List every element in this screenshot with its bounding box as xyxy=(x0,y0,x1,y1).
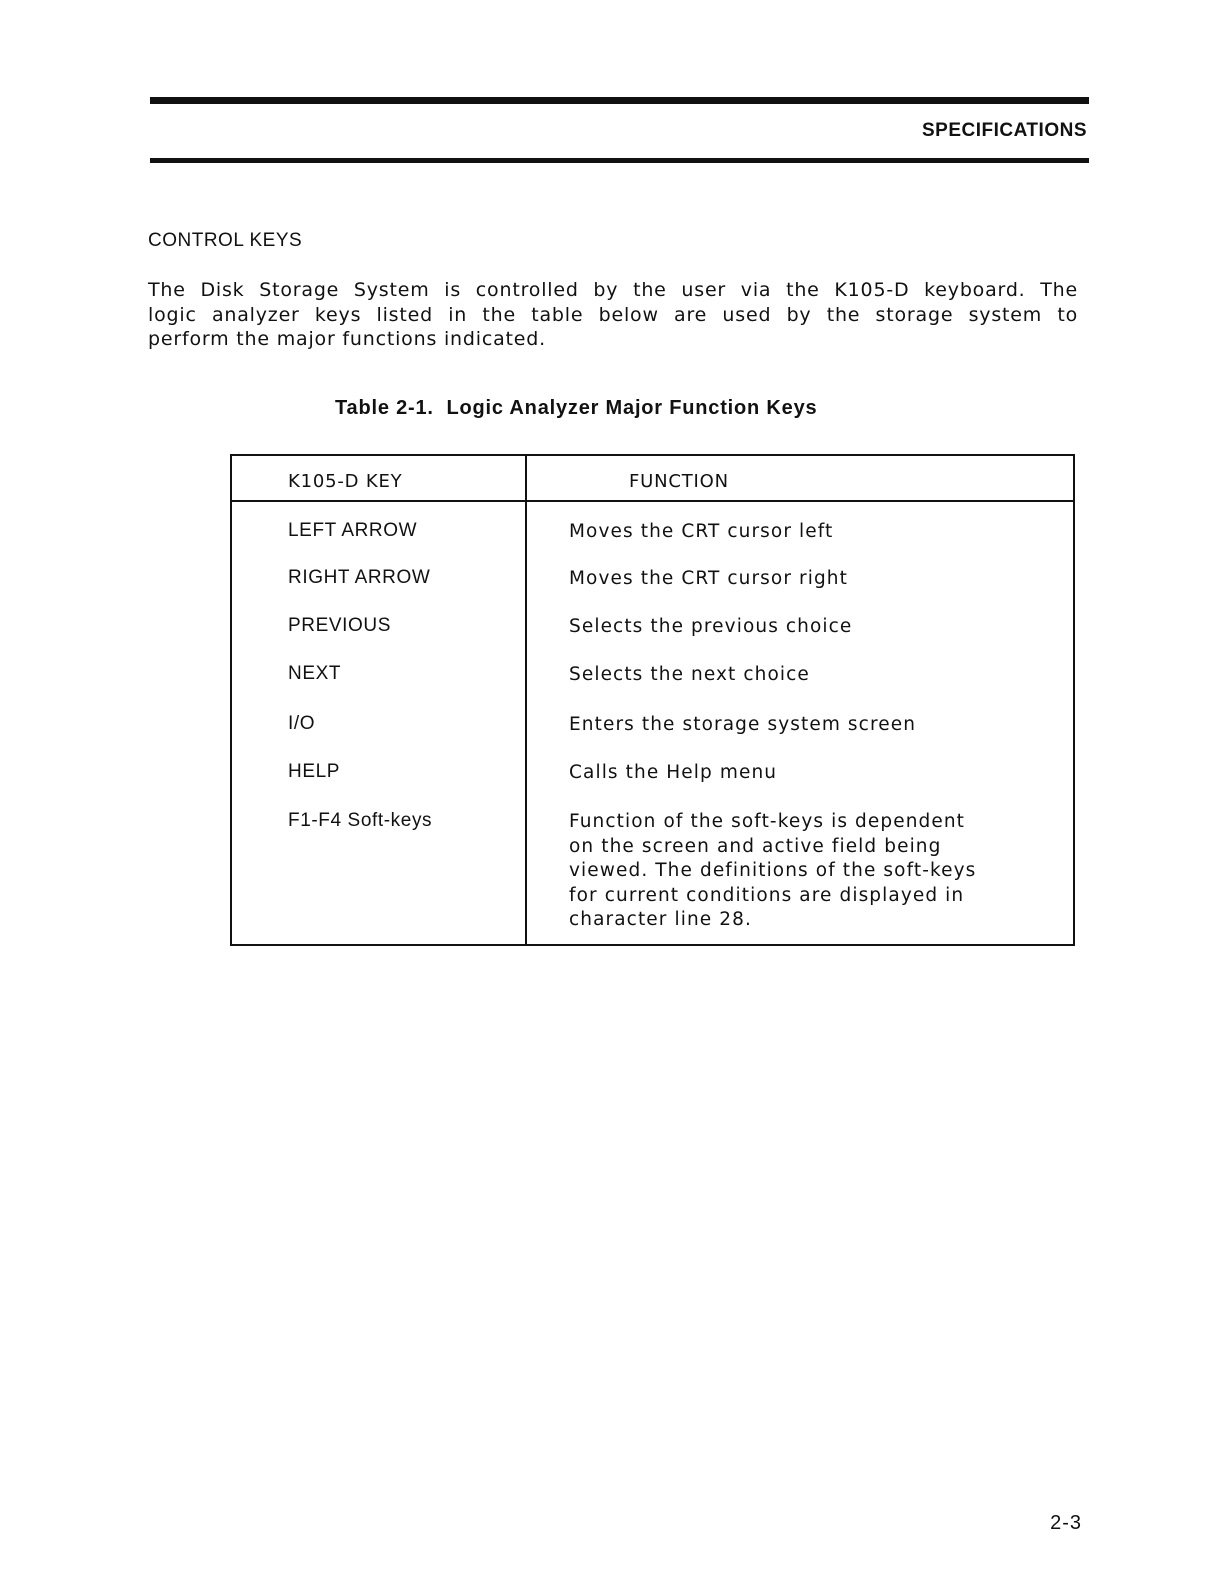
intro-line-1: The Disk Storage System is controlled by the user via the K105-D keyboard. The xyxy=(148,279,1078,301)
section-heading: CONTROL KEYS xyxy=(148,230,303,251)
function-soft-keys-line-4: for current conditions are displayed in xyxy=(569,884,965,906)
header-rule-top xyxy=(150,97,1089,104)
function-soft-keys-line-1: Function of the soft-keys is dependent xyxy=(569,811,966,832)
function-left-arrow: Moves the CRT cursor left xyxy=(569,521,834,542)
column-divider xyxy=(525,456,527,944)
function-help: Calls the Help menu xyxy=(569,762,778,783)
intro-paragraph xyxy=(148,278,1078,352)
key-right-arrow: RIGHT ARROW xyxy=(288,567,431,588)
function-soft-keys-line-2: on the screen and active field being xyxy=(569,835,942,857)
key-help: HELP xyxy=(288,761,341,782)
table-caption: Table 2-1. Logic Analyzer Major Function Keys xyxy=(335,397,818,419)
key-soft-keys: F1-F4 Soft-keys xyxy=(288,810,433,831)
header-divider xyxy=(232,500,1073,502)
key-io: I/O xyxy=(288,713,316,734)
page-number: 2-3 xyxy=(1050,1512,1082,1534)
column-header-function: FUNCTION xyxy=(629,471,729,492)
key-next: NEXT xyxy=(288,663,342,684)
function-io: Enters the storage system screen xyxy=(569,714,917,735)
running-head: SPECIFICATIONS xyxy=(922,120,1087,141)
function-soft-keys xyxy=(569,810,976,933)
function-soft-keys-line-5: character line 28. xyxy=(569,909,752,930)
function-keys-table xyxy=(230,454,1075,946)
function-soft-keys-line-3: viewed. The definitions of the soft-keys xyxy=(569,860,977,881)
function-next: Selects the next choice xyxy=(569,664,810,685)
intro-line-3: perform the major functions indicated. xyxy=(148,328,546,350)
intro-line-2: logic analyzer keys listed in the table below are used by the storage system to xyxy=(148,303,1078,326)
function-previous: Selects the previous choice xyxy=(569,616,853,637)
header-rule-bottom xyxy=(150,158,1089,163)
column-header-key: K105-D KEY xyxy=(288,471,403,492)
key-left-arrow: LEFT ARROW xyxy=(288,520,418,541)
function-right-arrow: Moves the CRT cursor right xyxy=(569,568,848,589)
key-previous: PREVIOUS xyxy=(288,615,391,636)
